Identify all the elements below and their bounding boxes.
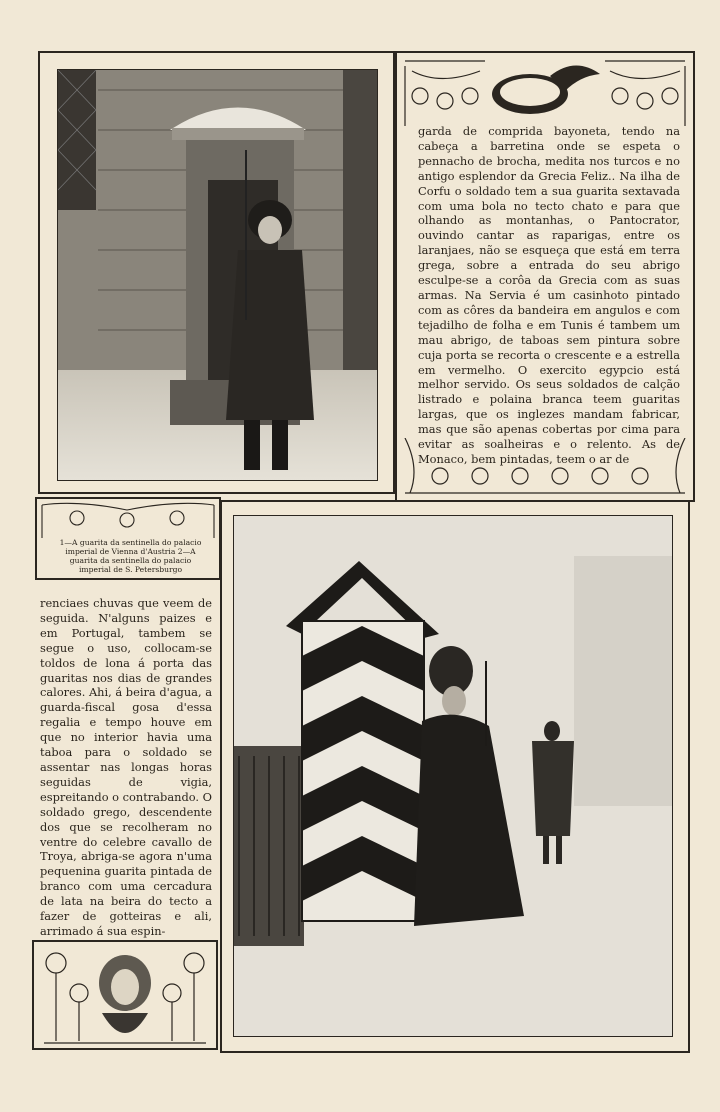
article-top-right-text: garda de comprida bayoneta, tendo na cabeça a barretina onde se espeta o pennacho de brocha, medita nos turcos e no antigo esplendor da Grecia Feliz.. Na ilha de Corfu o soldado tem a sua guarita sextavada com uma bola no tecto chato e para que olhando as montanhas, o Pantocrator, ouvindo cantar as raparigas, entre os laranjaes, não se esqueça que está em terra grega, sobre a entrada do seu abrigo esculpe-se a corôa da Grecia com as suas armas. Na Servia é um casinhoto pintado com as côres da bandeira em angulos e com tejadilho de folha e em Tunis é tambem um mau abrigo, de taboas sem pintura sobre cuja porta se recorta o crescente e a estrella em vermelho. O exercito egypcio está melhor servido. Os seus soldados de calção listrado e polaina branca teem guaritas largas, que os inglezes mandam fabricar, mas que são apenas cobertas por cima para evitar as soalheiras e o relento. As de Monaco, bem pintadas, teem o ar de bbox=[418, 124, 680, 466]
bottom-left-ornament bbox=[34, 943, 216, 1048]
petersburg-sentry-photo bbox=[233, 515, 673, 1037]
vienna-sentry-photo bbox=[57, 69, 378, 481]
caption-ornament bbox=[37, 500, 219, 540]
photo-caption: 1—A guarita da sentinella do palacio imperial de Vienna d'Austria 2—A guarita da sentinella do palacio imperial de S. Petersburgo bbox=[59, 538, 202, 574]
article-left-text: renciaes chuvas que veem de seguida. N'alguns paizes e em Portugal, tambem se segue o uso, collocam-se toldos de lona á porta das guaritas nos dias de grandes calores. Ahi, á beira d'agua, a guarda-fiscal gosa d'essa regalia e tempo houve em que no interior havia uma taboa para o soldado se assentar nas longas horas seguidas de vigia, espreitando o contrabando. O soldado grego, descendente dos que se recolheram no ventre do celebre cavallo de Troya, abriga-se agora n'uma pequenina guarita pintada de branco com uma cercadura de lata na beira do tecto a fazer de gotteiras e ali, arrimado á sua espin- bbox=[40, 596, 212, 938]
